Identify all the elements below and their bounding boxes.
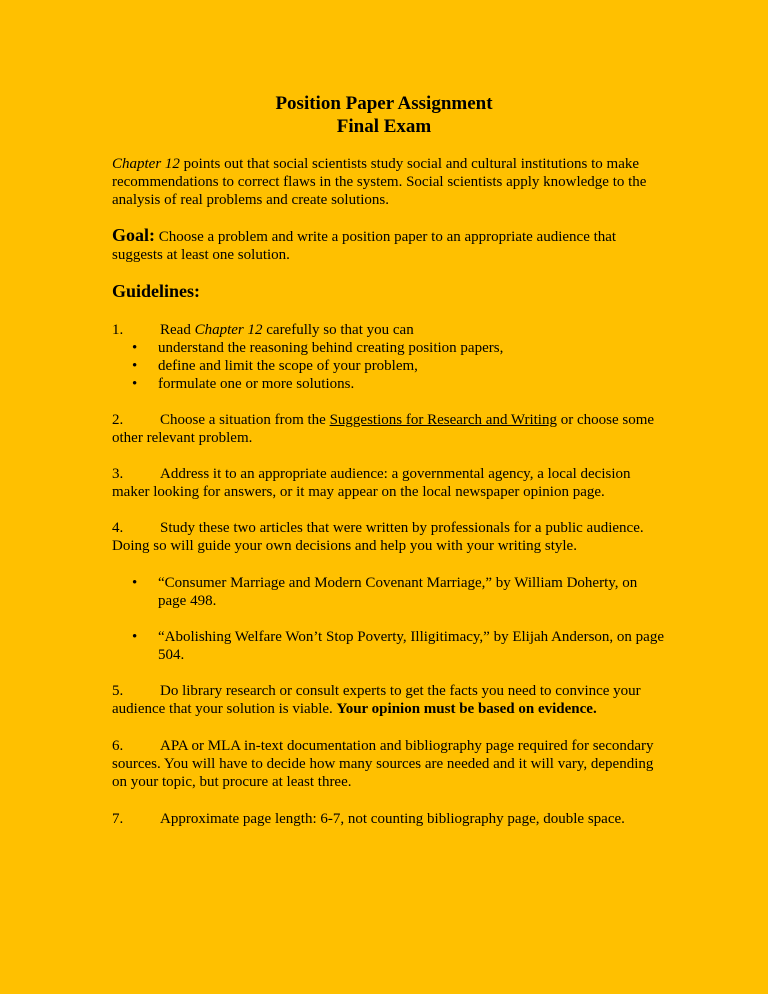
- item-number: 6.: [112, 738, 124, 754]
- item4-text: Study these two articles that were written by professionals for a public audience. Doing so will guide your own decisions and help you with your writing style.: [112, 520, 644, 554]
- intro-text: points out that social scientists study social and cultural institutions to make recommendations to correct flaws in the system. Social scientists apply knowledge to the analysis of real problems and create solutions.: [112, 156, 647, 208]
- guideline-item-1: [112, 321, 668, 339]
- bullet-text: formulate one or more solutions.: [158, 376, 355, 392]
- suggestions-link[interactable]: Suggestions for Research and Writing: [329, 412, 557, 428]
- item6-text: APA or MLA in-text documentation and bibliography page required for secondary sources. You will have to decide how many sources are needed and it will vary, depending on your topic, but procure at least three.: [112, 738, 654, 790]
- bullet-icon: •: [132, 340, 138, 356]
- goal-text: Choose a problem and write a position paper to an appropriate audience that suggests at least one solution.: [112, 229, 617, 263]
- guideline-item-7: [112, 810, 668, 828]
- document-title: [0, 92, 768, 138]
- item-number: 1.: [112, 322, 124, 338]
- article-text: “Abolishing Welfare Won’t Stop Poverty, Illigitimacy,” by Elijah Anderson, on page 504.: [158, 629, 664, 663]
- bullet-text: define and limit the scope of your problem,: [158, 358, 418, 374]
- goal-label: Goal:: [112, 225, 155, 245]
- item-number: 5.: [112, 683, 124, 699]
- guidelines-heading: Guidelines:: [112, 281, 201, 301]
- bullet-icon: •: [132, 575, 138, 591]
- item2-text-pre: Choose a situation from the: [160, 412, 330, 428]
- evidence-emphasis: Your opinion must be based on evidence.: [336, 701, 597, 717]
- item7-text: Approximate page length: 6-7, not counting bibliography page, double space.: [160, 811, 625, 827]
- guideline-item-6: [112, 737, 668, 791]
- item1-text-pre: Read: [160, 322, 195, 338]
- guideline-item-3: [112, 465, 668, 501]
- item-number: 3.: [112, 466, 124, 482]
- guideline-item-2: [112, 411, 668, 447]
- item1-text-post: carefully so that you can: [262, 322, 414, 338]
- intro-paragraph: [112, 155, 668, 209]
- item-number: 7.: [112, 811, 124, 827]
- item5-text: Do library research or consult experts to get the facts you need to convince your audience that your solution is viable.: [112, 683, 641, 717]
- bullet-icon: •: [132, 376, 138, 392]
- article-text: “Consumer Marriage and Modern Covenant Marriage,” by William Doherty, on page 498.: [158, 575, 638, 609]
- guideline-item-4: [112, 519, 668, 555]
- item-number: 2.: [112, 412, 124, 428]
- goal-paragraph: [112, 226, 668, 264]
- title-line-2: Final Exam: [336, 116, 432, 137]
- item-number: 4.: [112, 520, 124, 536]
- chapter-reference: Chapter 12: [194, 322, 263, 338]
- guideline-item-5: [112, 682, 668, 718]
- bullet-icon: •: [132, 358, 138, 374]
- chapter-reference: Chapter 12: [112, 156, 180, 172]
- bullet-text: understand the reasoning behind creating position papers,: [158, 340, 504, 356]
- item3-text: Address it to an appropriate audience: a governmental agency, a local decision maker looking for answers, or it may appear on the local newspaper opinion page.: [112, 466, 631, 500]
- item2-text-post: or choose some other relevant problem.: [112, 412, 655, 446]
- bullet-icon: •: [132, 629, 138, 645]
- title-line-1: Position Paper Assignment: [275, 93, 493, 114]
